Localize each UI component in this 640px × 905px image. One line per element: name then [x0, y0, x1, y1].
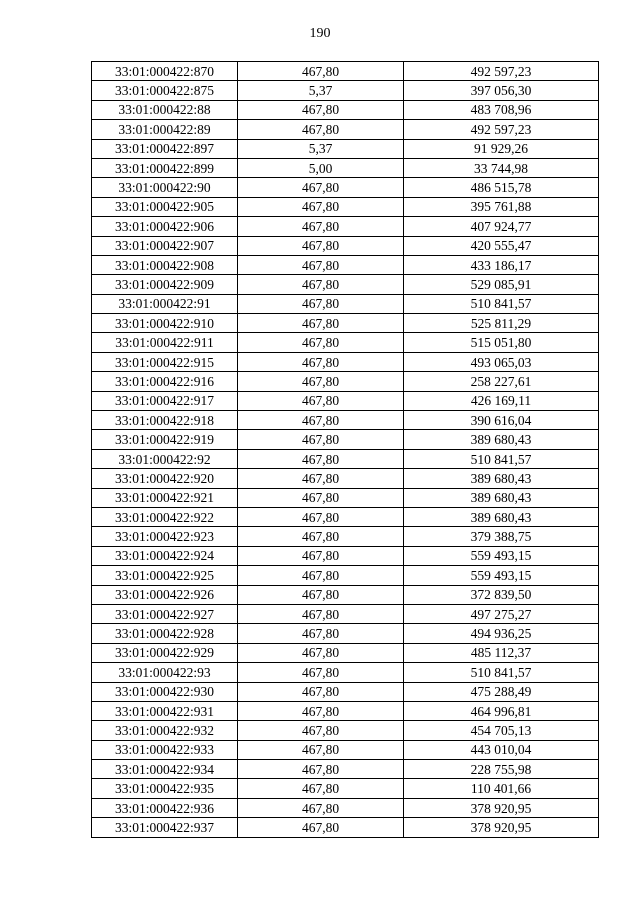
- cadastral-number-cell: 33:01:000422:897: [92, 139, 238, 158]
- cadastral-number-cell: 33:01:000422:929: [92, 643, 238, 662]
- cost-cell: 486 515,78: [404, 178, 599, 197]
- cadastral-number-cell: 33:01:000422:933: [92, 740, 238, 759]
- table-row: [92, 217, 599, 236]
- table-row: [92, 701, 599, 720]
- cost-cell: 379 388,75: [404, 527, 599, 546]
- cost-cell: 390 616,04: [404, 411, 599, 430]
- cadastral-number-cell: 33:01:000422:909: [92, 275, 238, 294]
- cost-cell: 485 112,37: [404, 643, 599, 662]
- cost-cell: 395 761,88: [404, 197, 599, 216]
- table-row: [92, 62, 599, 81]
- cost-cell: 494 936,25: [404, 624, 599, 643]
- area-cell: 467,80: [238, 469, 404, 488]
- table-row: [92, 275, 599, 294]
- area-cell: 467,80: [238, 294, 404, 313]
- area-cell: 467,80: [238, 372, 404, 391]
- cadastral-number-cell: 33:01:000422:917: [92, 391, 238, 410]
- cadastral-table: [91, 61, 599, 838]
- table-row: [92, 663, 599, 682]
- cadastral-number-cell: 33:01:000422:910: [92, 314, 238, 333]
- area-cell: 467,80: [238, 779, 404, 798]
- cadastral-number-cell: 33:01:000422:875: [92, 81, 238, 100]
- cost-cell: 525 811,29: [404, 314, 599, 333]
- area-cell: 467,80: [238, 566, 404, 585]
- table-row: [92, 566, 599, 585]
- area-cell: 467,80: [238, 275, 404, 294]
- table-row: [92, 139, 599, 158]
- cost-cell: 258 227,61: [404, 372, 599, 391]
- table-row: [92, 352, 599, 371]
- area-cell: 467,80: [238, 197, 404, 216]
- cadastral-number-cell: 33:01:000422:930: [92, 682, 238, 701]
- cadastral-number-cell: 33:01:000422:936: [92, 798, 238, 817]
- table-row: [92, 81, 599, 100]
- area-cell: 467,80: [238, 721, 404, 740]
- cost-cell: 475 288,49: [404, 682, 599, 701]
- cost-cell: 426 169,11: [404, 391, 599, 410]
- table-row: [92, 604, 599, 623]
- area-cell: 467,80: [238, 701, 404, 720]
- cadastral-number-cell: 33:01:000422:928: [92, 624, 238, 643]
- cost-cell: 443 010,04: [404, 740, 599, 759]
- cadastral-number-cell: 33:01:000422:93: [92, 663, 238, 682]
- cadastral-number-cell: 33:01:000422:916: [92, 372, 238, 391]
- cost-cell: 515 051,80: [404, 333, 599, 352]
- cost-cell: 559 493,15: [404, 546, 599, 565]
- cadastral-number-cell: 33:01:000422:88: [92, 100, 238, 119]
- table-row: [92, 120, 599, 139]
- cost-cell: 492 597,23: [404, 120, 599, 139]
- cadastral-number-cell: 33:01:000422:927: [92, 604, 238, 623]
- area-cell: 467,80: [238, 507, 404, 526]
- area-cell: 467,80: [238, 624, 404, 643]
- area-cell: 467,80: [238, 760, 404, 779]
- cost-cell: 492 597,23: [404, 62, 599, 81]
- cost-cell: 110 401,66: [404, 779, 599, 798]
- area-cell: 467,80: [238, 100, 404, 119]
- table-row: [92, 469, 599, 488]
- cadastral-number-cell: 33:01:000422:915: [92, 352, 238, 371]
- area-cell: 467,80: [238, 314, 404, 333]
- cadastral-number-cell: 33:01:000422:925: [92, 566, 238, 585]
- table-row: [92, 411, 599, 430]
- cadastral-number-cell: 33:01:000422:923: [92, 527, 238, 546]
- cost-cell: 389 680,43: [404, 507, 599, 526]
- table-row: [92, 158, 599, 177]
- cost-cell: 529 085,91: [404, 275, 599, 294]
- cost-cell: 559 493,15: [404, 566, 599, 585]
- table-row: [92, 449, 599, 468]
- cost-cell: 483 708,96: [404, 100, 599, 119]
- area-cell: 467,80: [238, 178, 404, 197]
- cadastral-number-cell: 33:01:000422:907: [92, 236, 238, 255]
- cadastral-number-cell: 33:01:000422:924: [92, 546, 238, 565]
- cost-cell: 433 186,17: [404, 255, 599, 274]
- cost-cell: 228 755,98: [404, 760, 599, 779]
- cadastral-number-cell: 33:01:000422:920: [92, 469, 238, 488]
- area-cell: 467,80: [238, 333, 404, 352]
- table-row: [92, 740, 599, 759]
- area-cell: 467,80: [238, 643, 404, 662]
- cost-cell: 378 920,95: [404, 818, 599, 837]
- cost-cell: 91 929,26: [404, 139, 599, 158]
- area-cell: 5,37: [238, 139, 404, 158]
- table-row: [92, 314, 599, 333]
- cost-cell: 510 841,57: [404, 449, 599, 468]
- area-cell: 467,80: [238, 255, 404, 274]
- area-cell: 467,80: [238, 798, 404, 817]
- area-cell: 467,80: [238, 818, 404, 837]
- table-row: [92, 546, 599, 565]
- area-cell: 467,80: [238, 391, 404, 410]
- table-row: [92, 178, 599, 197]
- area-cell: 5,00: [238, 158, 404, 177]
- cost-cell: 497 275,27: [404, 604, 599, 623]
- area-cell: 467,80: [238, 527, 404, 546]
- table-row: [92, 721, 599, 740]
- table-body: [92, 62, 599, 838]
- area-cell: 467,80: [238, 120, 404, 139]
- cost-cell: 33 744,98: [404, 158, 599, 177]
- cadastral-number-cell: 33:01:000422:911: [92, 333, 238, 352]
- cost-cell: 389 680,43: [404, 430, 599, 449]
- cadastral-number-cell: 33:01:000422:906: [92, 217, 238, 236]
- table-row: [92, 818, 599, 837]
- cadastral-number-cell: 33:01:000422:905: [92, 197, 238, 216]
- cost-cell: 464 996,81: [404, 701, 599, 720]
- table-row: [92, 624, 599, 643]
- area-cell: 467,80: [238, 682, 404, 701]
- area-cell: 467,80: [238, 663, 404, 682]
- table-row: [92, 682, 599, 701]
- table-row: [92, 391, 599, 410]
- cadastral-number-cell: 33:01:000422:922: [92, 507, 238, 526]
- table-row: [92, 100, 599, 119]
- table-row: [92, 585, 599, 604]
- table-row: [92, 255, 599, 274]
- cadastral-number-cell: 33:01:000422:918: [92, 411, 238, 430]
- table-row: [92, 798, 599, 817]
- area-cell: 467,80: [238, 546, 404, 565]
- cost-cell: 420 555,47: [404, 236, 599, 255]
- table-row: [92, 236, 599, 255]
- cost-cell: 510 841,57: [404, 294, 599, 313]
- table-row: [92, 527, 599, 546]
- cadastral-number-cell: 33:01:000422:919: [92, 430, 238, 449]
- cost-cell: 389 680,43: [404, 469, 599, 488]
- cost-cell: 389 680,43: [404, 488, 599, 507]
- area-cell: 467,80: [238, 430, 404, 449]
- area-cell: 467,80: [238, 62, 404, 81]
- cadastral-number-cell: 33:01:000422:91: [92, 294, 238, 313]
- area-cell: 467,80: [238, 585, 404, 604]
- cadastral-number-cell: 33:01:000422:926: [92, 585, 238, 604]
- cadastral-number-cell: 33:01:000422:90: [92, 178, 238, 197]
- table-row: [92, 372, 599, 391]
- table-row: [92, 779, 599, 798]
- area-cell: 467,80: [238, 604, 404, 623]
- cadastral-number-cell: 33:01:000422:937: [92, 818, 238, 837]
- cost-cell: 493 065,03: [404, 352, 599, 371]
- table-row: [92, 294, 599, 313]
- area-cell: 467,80: [238, 740, 404, 759]
- cadastral-number-cell: 33:01:000422:908: [92, 255, 238, 274]
- cadastral-number-cell: 33:01:000422:932: [92, 721, 238, 740]
- cadastral-number-cell: 33:01:000422:92: [92, 449, 238, 468]
- cadastral-number-cell: 33:01:000422:870: [92, 62, 238, 81]
- cost-cell: 510 841,57: [404, 663, 599, 682]
- area-cell: 467,80: [238, 411, 404, 430]
- table-row: [92, 488, 599, 507]
- area-cell: 467,80: [238, 488, 404, 507]
- cadastral-number-cell: 33:01:000422:934: [92, 760, 238, 779]
- cadastral-number-cell: 33:01:000422:921: [92, 488, 238, 507]
- cost-cell: 397 056,30: [404, 81, 599, 100]
- cadastral-number-cell: 33:01:000422:89: [92, 120, 238, 139]
- cost-cell: 454 705,13: [404, 721, 599, 740]
- cadastral-number-cell: 33:01:000422:931: [92, 701, 238, 720]
- area-cell: 467,80: [238, 449, 404, 468]
- area-cell: 467,80: [238, 352, 404, 371]
- table-row: [92, 430, 599, 449]
- table-row: [92, 760, 599, 779]
- cadastral-number-cell: 33:01:000422:935: [92, 779, 238, 798]
- cost-cell: 407 924,77: [404, 217, 599, 236]
- cost-cell: 378 920,95: [404, 798, 599, 817]
- cadastral-number-cell: 33:01:000422:899: [92, 158, 238, 177]
- area-cell: 5,37: [238, 81, 404, 100]
- area-cell: 467,80: [238, 217, 404, 236]
- cost-cell: 372 839,50: [404, 585, 599, 604]
- table-row: [92, 507, 599, 526]
- table-row: [92, 197, 599, 216]
- area-cell: 467,80: [238, 236, 404, 255]
- table-row: [92, 333, 599, 352]
- table-row: [92, 643, 599, 662]
- page-number: 190: [309, 26, 331, 41]
